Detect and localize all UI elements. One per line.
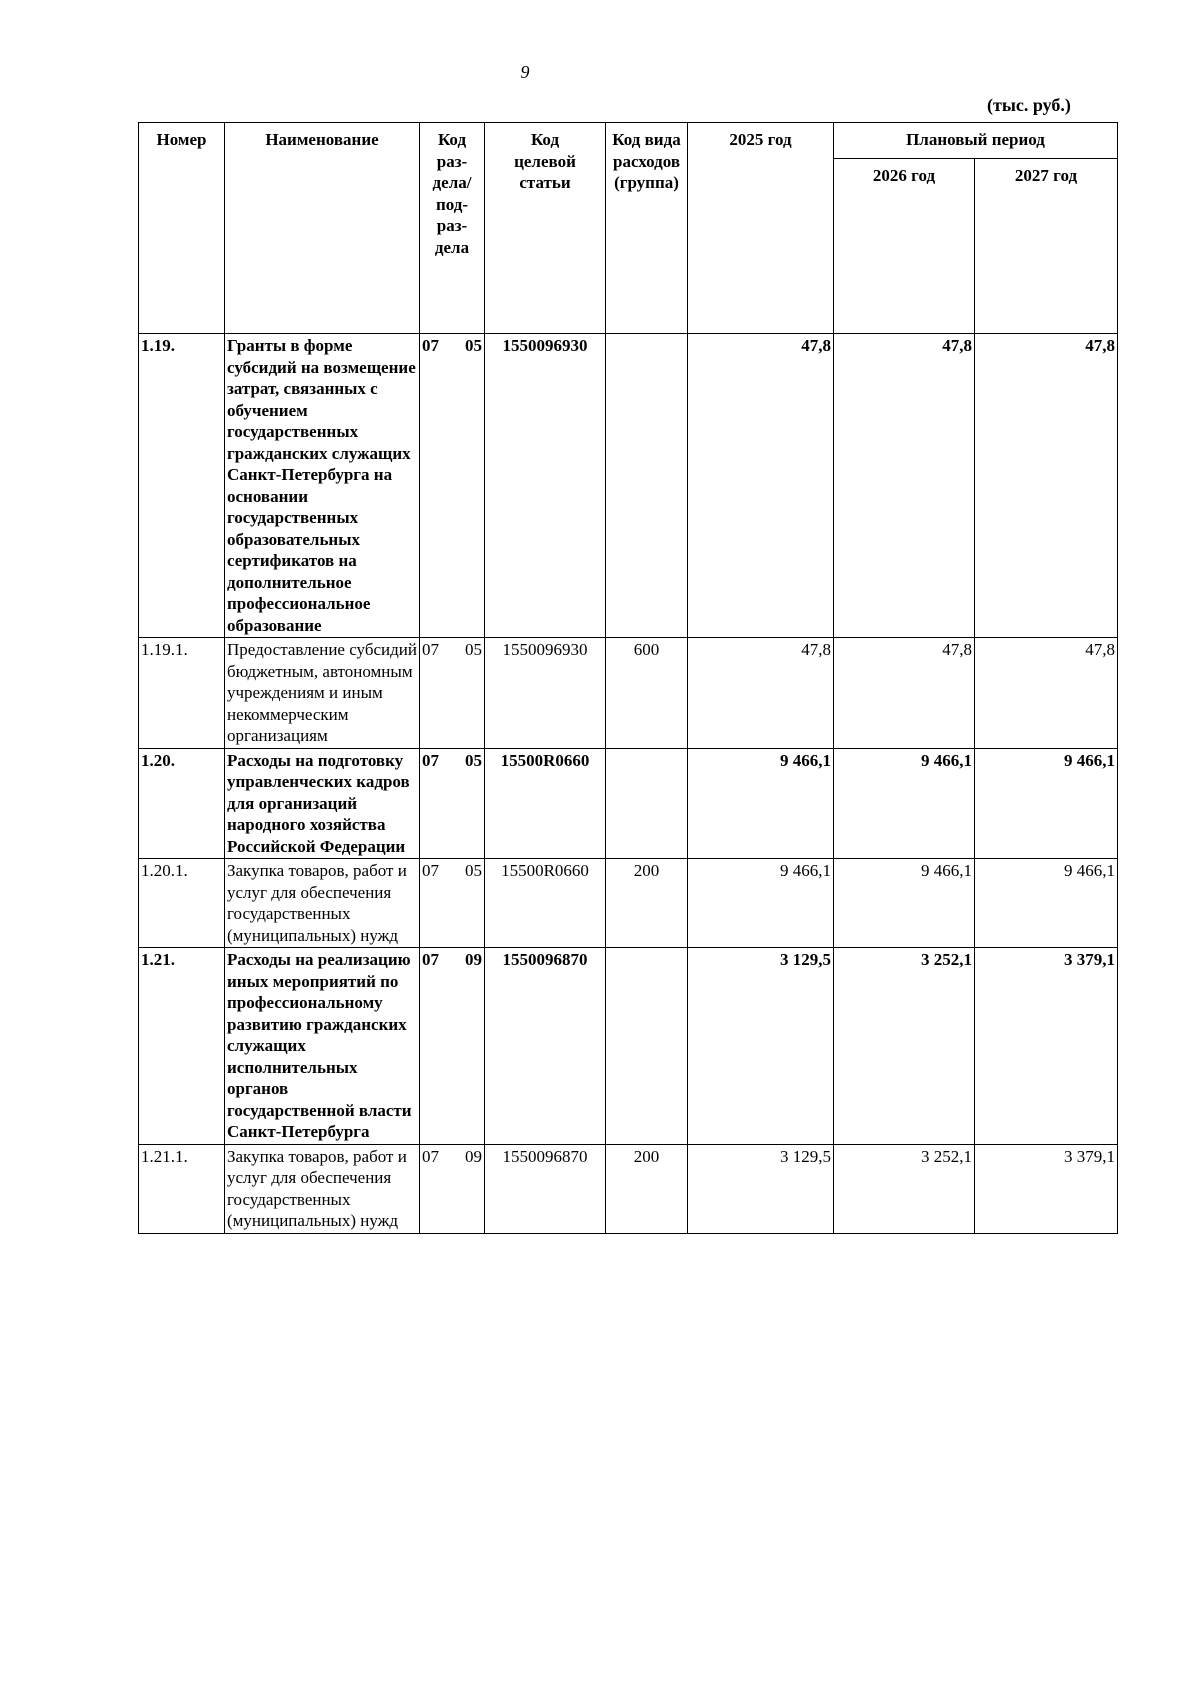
row-expense-type: 200 <box>606 859 688 948</box>
row-number: 1.21.1. <box>139 1144 225 1233</box>
row-value-2026: 3 252,1 <box>834 1144 975 1233</box>
row-target-code: 1550096930 <box>485 638 606 749</box>
table-body <box>139 334 1118 1234</box>
row-number: 1.20. <box>139 748 225 859</box>
row-expense-type <box>606 748 688 859</box>
table-row <box>139 1144 1118 1233</box>
row-value-2025: 47,8 <box>688 638 834 749</box>
row-target-code: 15500R0660 <box>485 859 606 948</box>
header-expense-type: Код вида расходов (группа) <box>606 123 688 334</box>
row-expense-type: 600 <box>606 638 688 749</box>
header-target-code: Код целевой статьи <box>485 123 606 334</box>
budget-table <box>138 122 1118 1234</box>
row-value-2025: 9 466,1 <box>688 748 834 859</box>
row-number: 1.19.1. <box>139 638 225 749</box>
table-row <box>139 748 1118 859</box>
row-section-code: 07 05 <box>420 334 485 638</box>
row-value-2025: 47,8 <box>688 334 834 638</box>
header-row-1 <box>139 123 1118 159</box>
table-header <box>139 123 1118 334</box>
page-number: 9 <box>520 62 530 82</box>
row-value-2027: 47,8 <box>975 334 1118 638</box>
row-name: Расходы на реализацию иных мероприятий по профессиональному развитию гражданских служащих исполнительных органов государственной власти Санкт-Петербурга <box>225 948 420 1145</box>
row-value-2027: 9 466,1 <box>975 859 1118 948</box>
row-value-2027: 3 379,1 <box>975 1144 1118 1233</box>
row-target-code: 1550096930 <box>485 334 606 638</box>
header-year-2026: 2026 год <box>834 159 975 334</box>
row-expense-type: 200 <box>606 1144 688 1233</box>
row-value-2026: 47,8 <box>834 638 975 749</box>
row-name: Закупка товаров, работ и услуг для обеспечения государственных (муниципальных) нужд <box>225 859 420 948</box>
row-value-2026: 3 252,1 <box>834 948 975 1145</box>
row-expense-type <box>606 334 688 638</box>
row-section-code: 07 05 <box>420 748 485 859</box>
row-value-2026: 9 466,1 <box>834 748 975 859</box>
row-value-2027: 9 466,1 <box>975 748 1118 859</box>
row-name: Предоставление субсидий бюджетным, автономным учреждениям и иным некоммерческим организациям <box>225 638 420 749</box>
table-row <box>139 859 1118 948</box>
row-name: Расходы на подготовку управленческих кадров для организаций народного хозяйства Российской Федерации <box>225 748 420 859</box>
header-year-2025: 2025 год <box>688 123 834 334</box>
row-value-2027: 3 379,1 <box>975 948 1118 1145</box>
row-value-2026: 9 466,1 <box>834 859 975 948</box>
row-name: Закупка товаров, работ и услуг для обеспечения государственных (муниципальных) нужд <box>225 1144 420 1233</box>
row-value-2025: 3 129,5 <box>688 1144 834 1233</box>
header-name: Наименование <box>225 123 420 334</box>
row-number: 1.20.1. <box>139 859 225 948</box>
row-section-code: 07 09 <box>420 1144 485 1233</box>
row-value-2025: 9 466,1 <box>688 859 834 948</box>
header-year-2027: 2027 год <box>975 159 1118 334</box>
row-value-2026: 47,8 <box>834 334 975 638</box>
row-number: 1.19. <box>139 334 225 638</box>
row-section-code: 07 05 <box>420 638 485 749</box>
row-target-code: 15500R0660 <box>485 748 606 859</box>
row-section-code: 07 05 <box>420 859 485 948</box>
header-section-code: Код раз- дела/ под- раз- дела <box>420 123 485 334</box>
table-row <box>139 948 1118 1145</box>
row-section-code: 07 09 <box>420 948 485 1145</box>
row-value-2027: 47,8 <box>975 638 1118 749</box>
row-value-2025: 3 129,5 <box>688 948 834 1145</box>
row-expense-type <box>606 948 688 1145</box>
header-number: Номер <box>139 123 225 334</box>
row-name: Гранты в форме субсидий на возмещение затрат, связанных с обучением государственных гражданских служащих Санкт-Петербурга на основании государственных образовательных сертификатов на дополнительное профессиональное образование <box>225 334 420 638</box>
header-plan-period: Плановый период <box>834 123 1118 159</box>
units-label: (тыс. руб.) <box>987 95 1071 115</box>
table-row <box>139 334 1118 638</box>
row-target-code: 1550096870 <box>485 948 606 1145</box>
row-number: 1.21. <box>139 948 225 1145</box>
table-row <box>139 638 1118 749</box>
row-target-code: 1550096870 <box>485 1144 606 1233</box>
